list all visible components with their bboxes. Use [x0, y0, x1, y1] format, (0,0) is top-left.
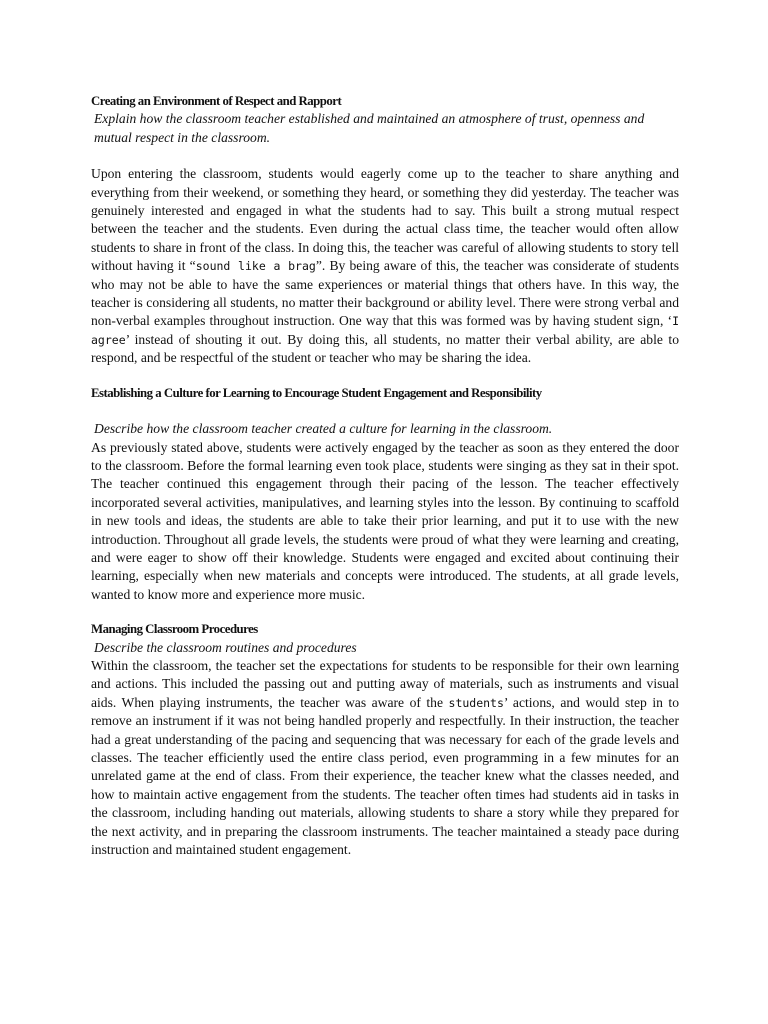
section-body-respect-rapport	[91, 165, 679, 367]
spacer	[91, 368, 679, 384]
section-body-classroom-procedures	[91, 657, 679, 859]
section-heading-classroom-procedures: Managing Classroom Procedures	[91, 622, 258, 637]
section-prompt-culture-learning: Describe how the classroom teacher created a culture for learning in the classroom.	[94, 421, 553, 437]
section-heading-culture-learning: Establishing a Culture for Learning to Encourage Student Engagement and Responsibility	[91, 385, 542, 400]
body-text: Upon entering the classroom, students would eagerly come up to the teacher to share anything and everything from their weekend, or something they heard, or something they did yesterday. The teacher was genuinely interested and engaged in what the students had to say. This built a strong mutual respect between the teacher and the students. Even during the actual class time, the teacher would often allow students to share in front of the class. In doing this, the teacher was careful of allowing students to story tell without having it “	[91, 166, 679, 274]
quoted-phrase: I agree	[91, 314, 679, 347]
body-text: ”. By being aware of this, the teacher was considerate of students who may not be able to have the same experiences or material things that others have. In this way, the teacher is considering all students, no matter their background or ability level. There were strong verbal and non-verbal examples throughout instruction. One way that this was formed was by having student sign, ‘	[91, 258, 680, 329]
document-page	[91, 92, 679, 859]
mono-word: students	[448, 695, 504, 710]
section-body-culture-learning: As previously stated above, students were actively engaged by the teacher as soon as they entered the door to the classroom. Before the formal learning even took place, students were singing as they sat in their spot. The teacher continued this engagement through their pacing of the lesson. The teacher effectively incorporated several activities, manipulatives, and learning styles into the lesson. By continuing to scaffold in new tools and ideas, the students are able to take their prior learning, and put it to use with the new introduction. Throughout all grade levels, the students were proud of what they were learning and creating, and were eager to show off their knowledge. Students were engaged and excited about continuing their learning, especially when new materials and concepts were introduced. The students, at all grade levels, wanted to know more and experience more music.	[91, 439, 679, 602]
body-text: ’ instead of shouting it out. By doing this, all students, no matter their verbal ability, are able to respond, and be respectful of the student or teacher who may be sharing the idea.	[91, 331, 679, 366]
body-text: ’ actions, and would step in to remove an instrument if it was not being handled properly and respectfully. In their instruction, the teacher had a great understanding of the pacing and sequencing that was necessary for each of the grade levels and classes. The teacher efficiently used the entire class period, even programming in a few minutes for an unrelated game at the end of class. From their experience, the teacher knew what the classes needed, and how to maintain active engagement from the students. The teacher often times had students aid in tasks in the classroom, including handing out materials, allowing students to share a story while they prepared for the next activity, and in preparing the classroom instruments. The teacher maintained a steady pace during instruction and maintained student engagement.	[91, 694, 680, 858]
spacer	[91, 402, 679, 420]
spacer	[91, 147, 679, 165]
body-text: Within the classroom, the teacher set the expectations for students to be responsible for their own learning and actions. This included the passing out and putting away of materials, such as instruments and visual aids. When playing instruments, the teacher was aware of the	[91, 657, 679, 710]
spacer	[91, 604, 679, 620]
section-heading-respect-rapport: Creating an Environment of Respect and Rapport	[91, 94, 342, 108]
section-prompt-classroom-procedures: Describe the classroom routines and procedures	[94, 639, 357, 655]
section-prompt-respect-rapport: Explain how the classroom teacher established and maintained an atmosphere of trust, openness and mutual respect in the classroom.	[94, 111, 645, 145]
quoted-phrase: sound like a brag	[195, 259, 316, 274]
